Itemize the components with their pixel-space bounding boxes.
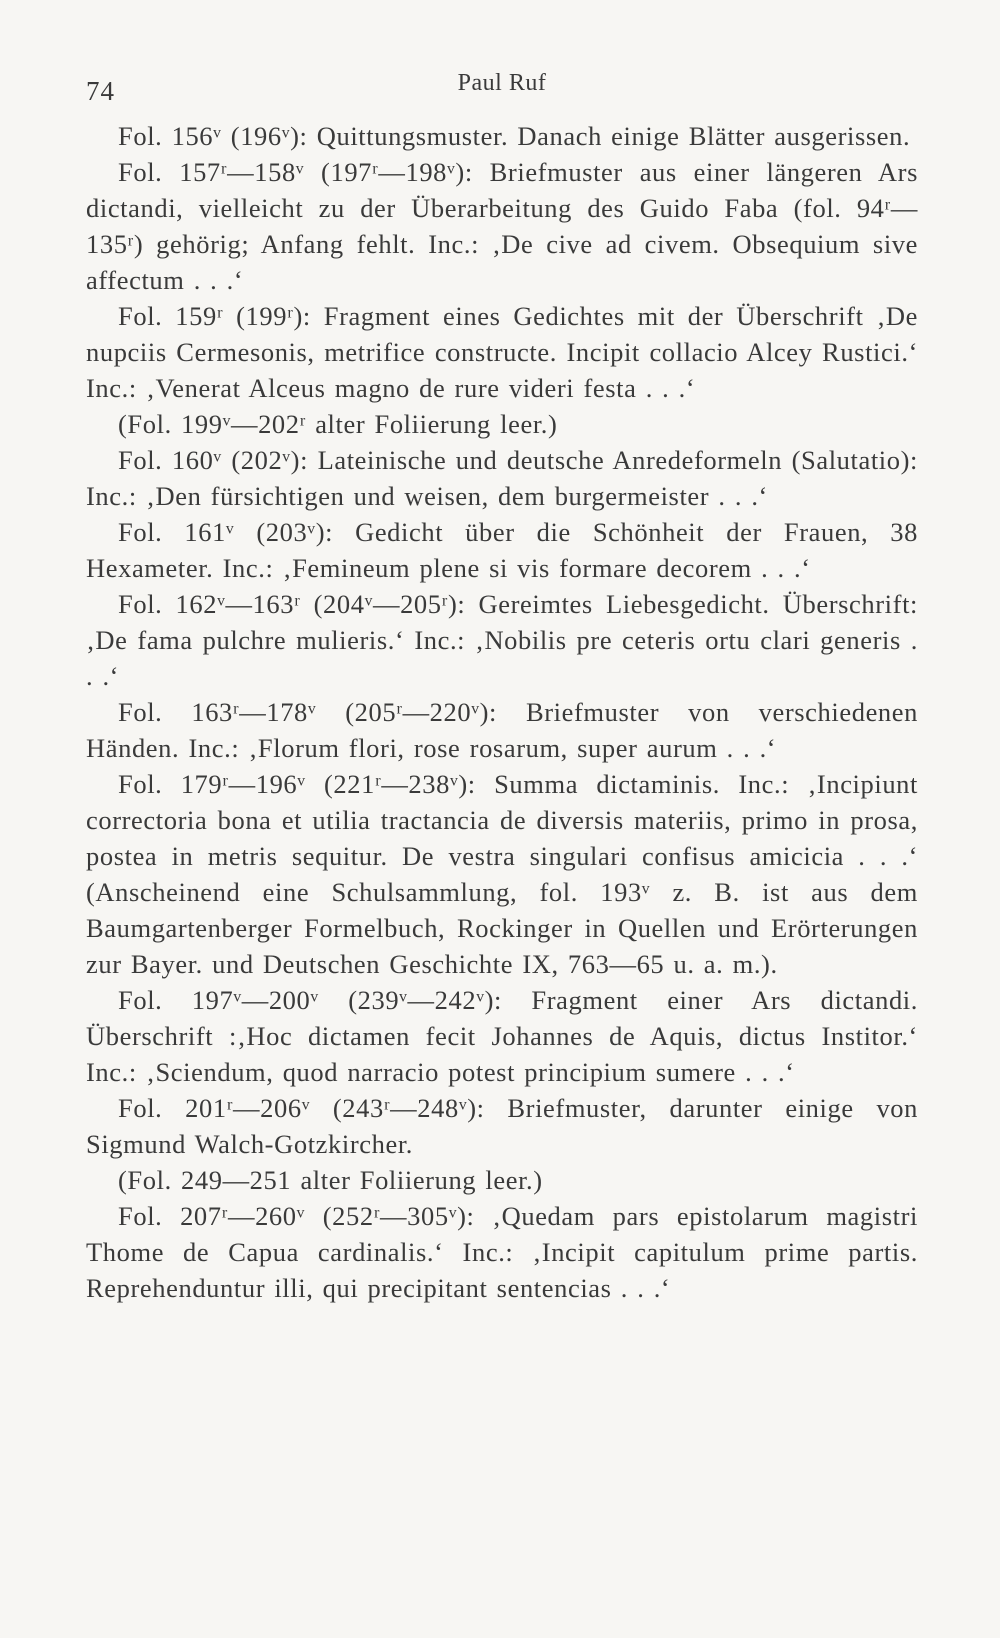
catalog-entry: Fol. 179ʳ—196ᵛ (221ʳ—238ᵛ): Summa dictaminis. Inc.: ‚Incipiunt correctoria bona et utilia tractancia de diversis materiis, primo in prosa, postea in metris sequitur. De vestra singulari confisus amicicia . . .‘ (Anscheinend eine Schulsammlung, fol. 193ᵛ z. B. ist aus dem Baumgartenberger Formelbuch, Rockinger in Quellen und Erörterungen zur Bayer. und Deutschen Geschichte IX, 763—65 u. a. m.).: [86, 769, 918, 979]
catalog-entry: Fol. 156ᵛ (196ᵛ): Quittungsmuster. Danach einige Blätter ausgerissen.: [118, 121, 911, 151]
page-body: [86, 118, 918, 1306]
page-header: [86, 66, 918, 106]
catalog-entry: Fol. 201ʳ—206ᵛ (243ʳ—248ᵛ): Briefmuster, darunter einige von Sigmund Walch-Gotzkircher.: [86, 1093, 918, 1159]
running-head: Paul Ruf: [457, 70, 547, 96]
catalog-entry: Fol. 197ᵛ—200ᵛ (239ᵛ—242ᵛ): Fragment einer Ars dictandi. Überschrift :‚Hoc dictamen fecit Johannes de Aquis, dictus Institor.‘ Inc.: ‚Sciendum, quod narracio potest principium sumere . . .‘: [86, 985, 918, 1087]
catalog-entry: Fol. 157ʳ—158ᵛ (197ʳ—198ᵛ): Briefmuster aus einer längeren Ars dictandi, vielleicht zu der Überarbeitung des Guido Faba (fol. 94ʳ—135ʳ) gehörig; Anfang fehlt. Inc.: ‚De cive ad civem. Obsequium sive affectum . . .‘: [86, 157, 918, 295]
page-number: 74: [86, 76, 115, 106]
catalog-entry: Fol. 163ʳ—178ᵛ (205ʳ—220ᵛ): Briefmuster von verschiedenen Händen. Inc.: ‚Florum flori, rose rosarum, super aurum . . .‘: [86, 697, 918, 763]
catalog-entry: Fol. 162ᵛ—163ʳ (204ᵛ—205ʳ): Gereimtes Liebesgedicht. Überschrift: ‚De fama pulchre mulieris.‘ Inc.: ‚Nobilis pre ceteris ortu clari generis . . .‘: [86, 589, 918, 691]
catalog-entry: (Fol. 249—251 alter Foliierung leer.): [118, 1165, 543, 1195]
catalog-entry: (Fol. 199ᵛ—202ʳ alter Foliierung leer.): [118, 409, 558, 439]
catalog-entry: Fol. 161ᵛ (203ᵛ): Gedicht über die Schönheit der Frauen, 38 Hexameter. Inc.: ‚Femineum plene si vis formare decorem . . .‘: [86, 517, 918, 583]
catalog-entry: Fol. 160ᵛ (202ᵛ): Lateinische und deutsche Anredeformeln (Salutatio): Inc.: ‚Den fürsichtigen und weisen, dem burgermeister . . .‘: [86, 445, 918, 511]
catalog-entry: Fol. 159ʳ (199ʳ): Fragment eines Gedichtes mit der Überschrift ‚De nupciis Cermesonis, metrifice constructe. Incipit collacio Alcey Rustici.‘ Inc.: ‚Venerat Alceus magno de rure videri festa . . .‘: [86, 301, 918, 403]
catalog-entry: Fol. 207ʳ—260ᵛ (252ʳ—305ᵛ): ‚Quedam pars epistolarum magistri Thome de Capua cardinalis.‘ Inc.: ‚Incipit capitulum prime partis. Reprehenduntur illi, qui precipitant sentencias . . .‘: [86, 1201, 918, 1303]
